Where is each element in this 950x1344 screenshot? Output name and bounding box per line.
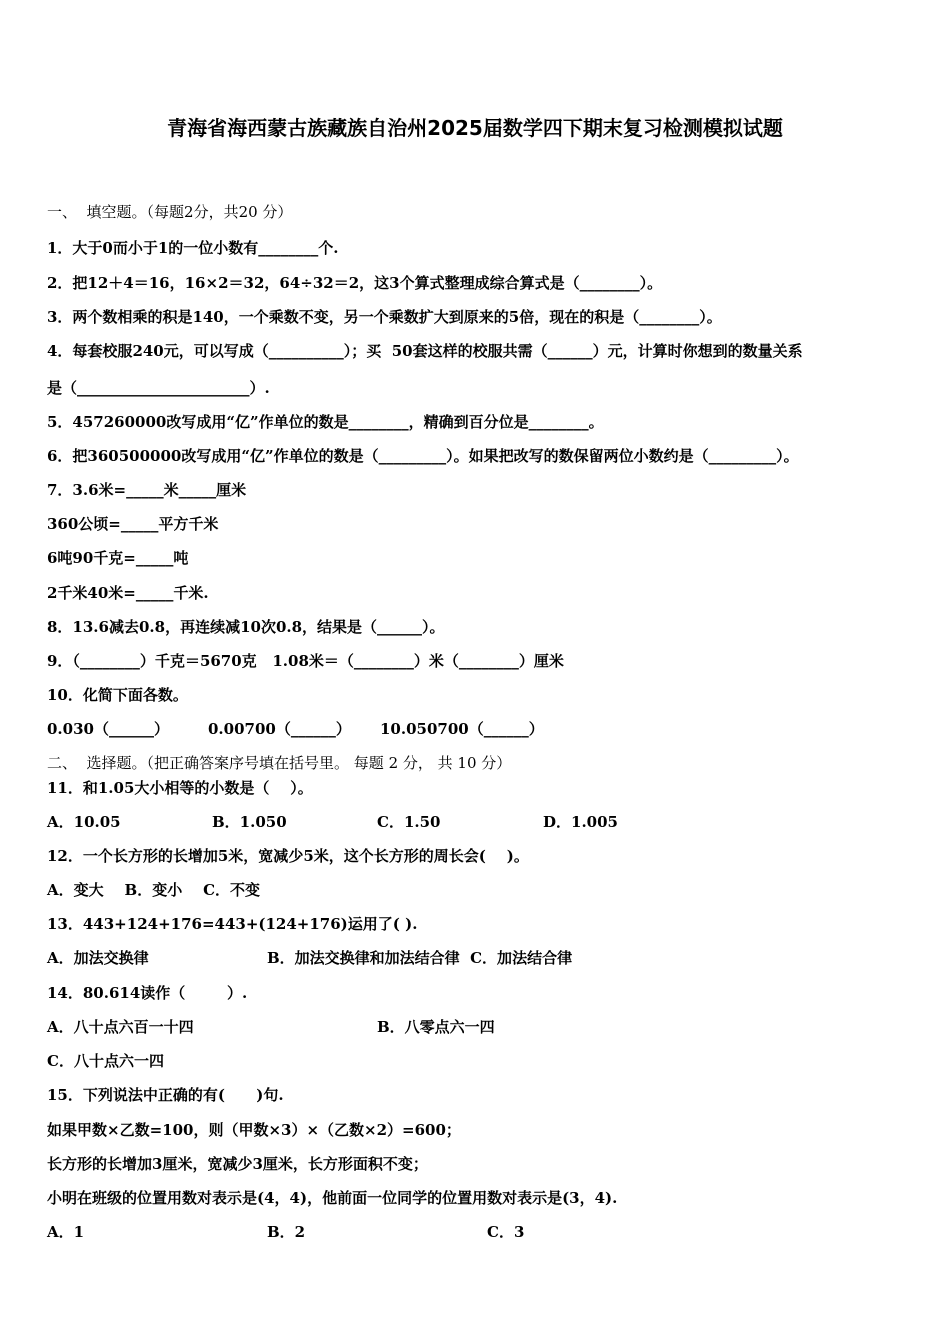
- question-5: 5．457260000改写成用“亿”作单位的数是________，精确到百分位是________。: [47, 413, 604, 431]
- question-1: 1．大于0而小于1的一位小数有________个.: [47, 239, 339, 257]
- question-7-line-4: 2千米40米=_____千米.: [47, 584, 209, 602]
- question-4-line-1: 4．每套校服240元，可以写成（__________）；买 50套这样的校服共需（______）元，计算时你想到的数量关系: [47, 342, 803, 360]
- question-14-option-c: C．八十点六一四: [47, 1052, 164, 1070]
- question-4-line-2: 是（_______________________）.: [47, 379, 270, 397]
- exam-title: 青海省海西蒙古族藏族自治州2025届数学四下期末复习检测模拟试题: [167, 116, 783, 140]
- question-11-option: C．1.50: [377, 813, 441, 831]
- question-14-option: B．八零点六一四: [377, 1018, 495, 1036]
- question-12: 12．一个长方形的长增加5米，宽减少5米，这个长方形的周长会( )。: [47, 847, 529, 865]
- question-7-line-3: 6吨90千克=_____吨: [47, 549, 189, 567]
- question-9: 9．（________）千克＝5670克 1.08米＝（________）米（________）厘米: [47, 652, 564, 670]
- question-14: 14．80.614读作（ ）.: [47, 984, 248, 1002]
- question-11-option: B．1.050: [212, 813, 287, 831]
- question-6: 6．把360500000改写成用“亿”作单位的数是（_________）。如果把改写的数保留两位小数约是（_________）。: [47, 447, 799, 465]
- section-2-heading: 二、 选择题。（把正确答案序号填在括号里。 每题 2 分， 共 10 分）: [47, 754, 512, 772]
- question-14-option: A．八十点六百一十四: [47, 1018, 194, 1036]
- question-11-option: A．10.05: [47, 813, 121, 831]
- question-15-statement-1: 如果甲数×乙数=100，则（甲数×3）×（乙数×2）=600；: [47, 1121, 461, 1139]
- question-7-line-1: 7．3.6米=_____米_____厘米: [47, 481, 247, 499]
- question-11: 11．和1.05大小相等的小数是（ ）。: [47, 779, 313, 797]
- question-13-option: A．加法交换律: [47, 949, 149, 967]
- question-2: 2．把12＋4＝16，16×2＝32，64÷32＝2，这3个算式整理成综合算式是（________）。: [47, 274, 663, 292]
- question-10: 10．化简下面各数。: [47, 686, 188, 704]
- question-10-item: 10.050700（______）: [380, 720, 544, 738]
- section-1-heading: 一、 填空题。（每题2分，共20 分）: [47, 203, 293, 221]
- question-13-option: B．加法交换律和加法结合律 C．加法结合律: [267, 949, 573, 967]
- question-8: 8．13.6减去0.8，再连续减10次0.8，结果是（______）。: [47, 618, 445, 636]
- question-15: 15．下列说法中正确的有( )句.: [47, 1086, 284, 1104]
- question-13: 13．443+124+176=443+(124+176)运用了( ).: [47, 915, 418, 933]
- question-10-item: 0.030（______）: [47, 720, 169, 738]
- question-15-statement-3: 小明在班级的位置用数对表示是(4，4)，他前面一位同学的位置用数对表示是(3，4).: [47, 1189, 618, 1207]
- question-7-line-2: 360公顷=_____平方千米: [47, 515, 219, 533]
- question-12-options: A．变大 B．变小 C．不变: [47, 881, 261, 899]
- question-3: 3．两个数相乘的积是140，一个乘数不变，另一个乘数扩大到原来的5倍，现在的积是（________）。: [47, 308, 722, 326]
- question-15-option: B．2: [267, 1223, 306, 1241]
- question-15-option: A．1: [47, 1223, 85, 1241]
- question-10-item: 0.00700（______）: [208, 720, 351, 738]
- question-11-option: D．1.005: [543, 813, 618, 831]
- question-15-statement-2: 长方形的长增加3厘米，宽减少3厘米，长方形面积不变；: [47, 1155, 428, 1173]
- question-15-option: C．3: [487, 1223, 525, 1241]
